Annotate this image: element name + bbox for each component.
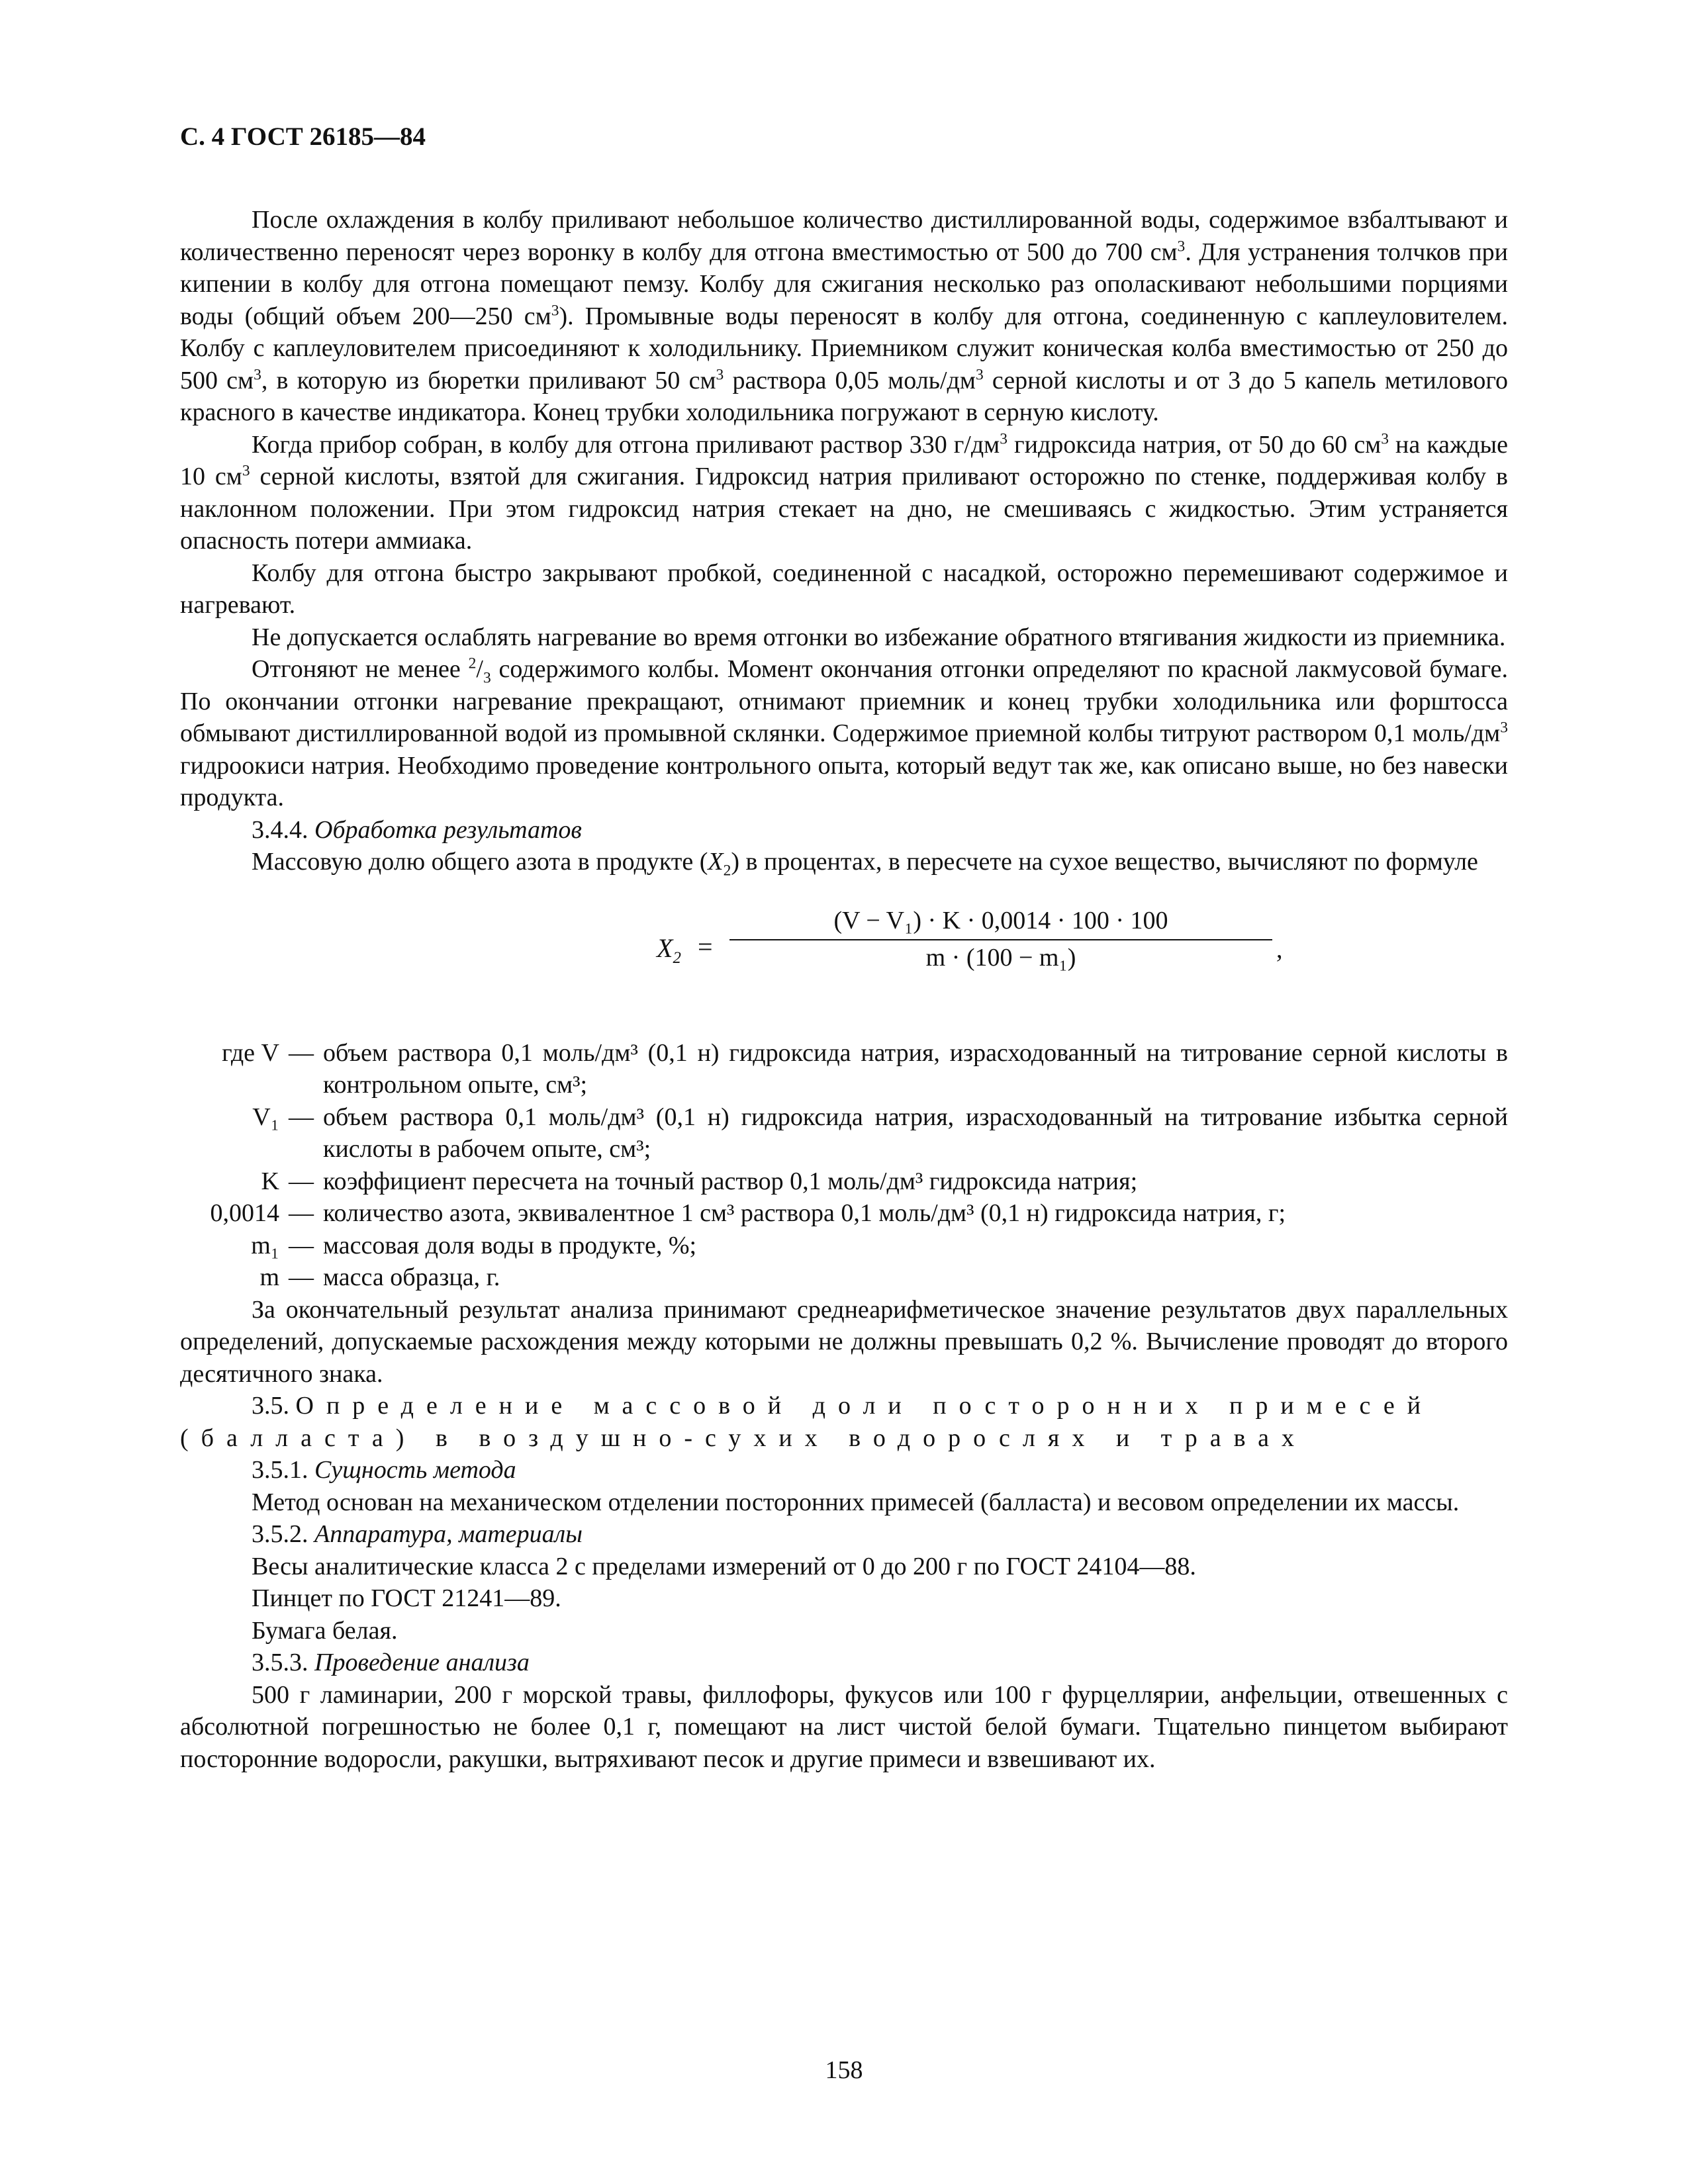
paragraph: За окончательный результат анализа принимают среднеарифметическое значение результатов двух параллельных определений, допускаемые расхождения между которыми не должны превышать 0,2 %. Вычисление проводят до второго десятичного знака. xyxy=(180,1295,1508,1388)
section-heading: 3.5.2. Аппаратура, материалы xyxy=(252,1520,583,1548)
definition-symbol: K xyxy=(261,1167,279,1195)
definition-row xyxy=(180,1165,1508,1198)
section-heading: 3.5.1. Сущность метода xyxy=(252,1456,516,1484)
definition-row xyxy=(180,1101,1508,1165)
definition-text: массовая доля воды в продукте, %; xyxy=(323,1231,697,1259)
formula-numerator: (V − V₁) · K · 0,0014 · 100 · 100 xyxy=(833,906,1168,934)
paragraph: Когда прибор собран, в колбу для отгона приливают раствор 330 $г/дм^3$ гидроксида натрия, от 50 до 60 $см^3$ на каждые 10 $см^3$ серной кислоты, взятой для сжигания. Гидроксид натрия приливают осторожно по стенке, поддерживая колбу в наклонном положении. При этом гидроксид натрия стекает на дно, не смешиваясь с жидкостью. Этим устраняется опасность потери аммиака. xyxy=(180,430,1508,555)
definition-symbol: m₁ xyxy=(251,1231,279,1259)
page-header: С. 4 ГОСТ 26185—84 xyxy=(180,122,426,151)
section-heading: 3.4.4. Обработка результатов xyxy=(252,815,582,844)
equipment-item: Бумага белая. xyxy=(252,1616,398,1645)
definition-text: масса образца, г. xyxy=(323,1263,500,1291)
definition-row xyxy=(180,1261,1508,1294)
paragraph: Колбу для отгона быстро закрывают пробкой, соединенной с насадкой, осторожно перемешивают содержимое и нагревают. xyxy=(180,559,1508,619)
definition-dash: — xyxy=(289,1038,314,1067)
definition-dash: — xyxy=(289,1231,314,1259)
paragraph: Массовую долю общего азота в продукте $(X_2)$ в процентах, в пересчете на сухое вещество, вычисляют по формуле xyxy=(252,848,1478,880)
paragraph: Не допускается ослаблять нагревание во время отгонки во избежание обратного втягивания жидкости из приемника. xyxy=(252,623,1506,651)
definition-symbol: 0,0014 xyxy=(210,1199,279,1227)
formula-denominator: m · (100 − m₁) xyxy=(925,943,1076,972)
definition-row xyxy=(180,1230,1508,1262)
equipment-item: Пинцет по ГОСТ 21241—89. xyxy=(252,1584,561,1612)
definition-symbol: где V xyxy=(222,1038,279,1067)
section-heading: 3.5.3. Проведение анализа xyxy=(252,1649,530,1676)
fraction-bar xyxy=(729,939,1272,940)
definition-text: объем раствора 0,1 моль/дм³ (0,1 н) гидроксида натрия, израсходованный на титрование избытка серной кислоты в рабочем опыте, см³; xyxy=(323,1103,1508,1163)
paragraph: После охлаждения в колбу приливают небольшое количество дистиллированной воды, содержимое взбалтывают и количественно переносят через воронку в колбу для отгона вместимостью от 500 до 700 $см^3$. Для устранения толчков при кипении в колбу для отгона помещают пемзу. Колбу для сжигания несколько раз ополаскивают небольшими порциями воды (общий объем 200—250 $см^3$). Промывные воды переносят в колбу для отгона, соединенную с каплеуловителем. Колбу с каплеуловителем присоединяют к холодильнику. Приемником служит коническая колба вместимостью от 250 до 500 $см^3$, в которую из бюретки приливают 50 $см^3$ раствора 0,05 моль/$дм^3$ серной кислоты и от 3 до 5 капель метилового красного в качестве индикатора. Конец трубки холодильника погружают в серную кислоту. xyxy=(180,206,1509,426)
definition-dash: — xyxy=(289,1167,314,1195)
definition-dash: — xyxy=(289,1199,314,1227)
paragraph: 500 г ламинарии, 200 г морской травы, филлофоры, фукусов или 100 г фурцеллярии, анфельции, отвешенных с абсолютной погрешностью не более 0,1 г, помещают на лист чистой белой бумаги. Тщательно пинцетом выбирают посторонние водоросли, ракушки, вытряхивают песок и другие примеси и взвешивают их. xyxy=(180,1680,1508,1773)
definition-symbol: m xyxy=(259,1263,279,1291)
section-heading: 3.5. Определение массовой доли посторонних примесей (балласта) в воздушно-сухих водорослях и травах xyxy=(180,1392,1434,1452)
equipment-item: Весы аналитические класса 2 с пределами измерений от 0 до 200 г по ГОСТ 24104—88. xyxy=(252,1552,1196,1580)
formula-lhs: $X_2$ xyxy=(657,933,681,967)
formula-equals: = xyxy=(698,931,713,962)
paragraph: Отгоняют не менее $^2/_3$ содержимого колбы. Момент окончания отгонки определяют по красной лакмусовой бумаге. По окончании отгонки нагревание прекращают, отнимают приемник и конец трубки холодильника или форштосса обмывают дистиллированной водой из промывной склянки. Содержимое приемной колбы титруют раствором 0,1 моль/$дм^3$ гидроокиси натрия. Необходимо проведение контрольного опыта, который ведут так же, как описано выше, но без навески продукта. xyxy=(180,655,1508,811)
paragraph: Метод основан на механическом отделении посторонних примесей (балласта) и весовом определении их массы. xyxy=(252,1488,1460,1516)
formula-comma: , xyxy=(1276,935,1283,964)
definition-symbol: V₁ xyxy=(252,1103,279,1131)
definition-text: объем раствора 0,1 моль/дм³ (0,1 н) гидроксида натрия, израсходованный на титрование серной кислоты в контрольном опыте, см³; xyxy=(323,1038,1508,1099)
definition-row xyxy=(180,1197,1508,1230)
definition-dash: — xyxy=(289,1263,314,1291)
definition-text: коэффициент пересчета на точный раствор 0,1 моль/дм³ гидроксида натрия; xyxy=(323,1167,1138,1195)
document-body xyxy=(180,204,1508,1775)
formula xyxy=(180,905,1508,1004)
variable-definitions xyxy=(180,1037,1508,1294)
definition-row xyxy=(180,1037,1508,1101)
definition-text: количество азота, эквивалентное 1 см³ раствора 0,1 моль/дм³ (0,1 н) гидроксида натрия, г; xyxy=(323,1199,1286,1227)
definition-dash: — xyxy=(289,1103,314,1131)
page-number: 158 xyxy=(825,2056,863,2084)
